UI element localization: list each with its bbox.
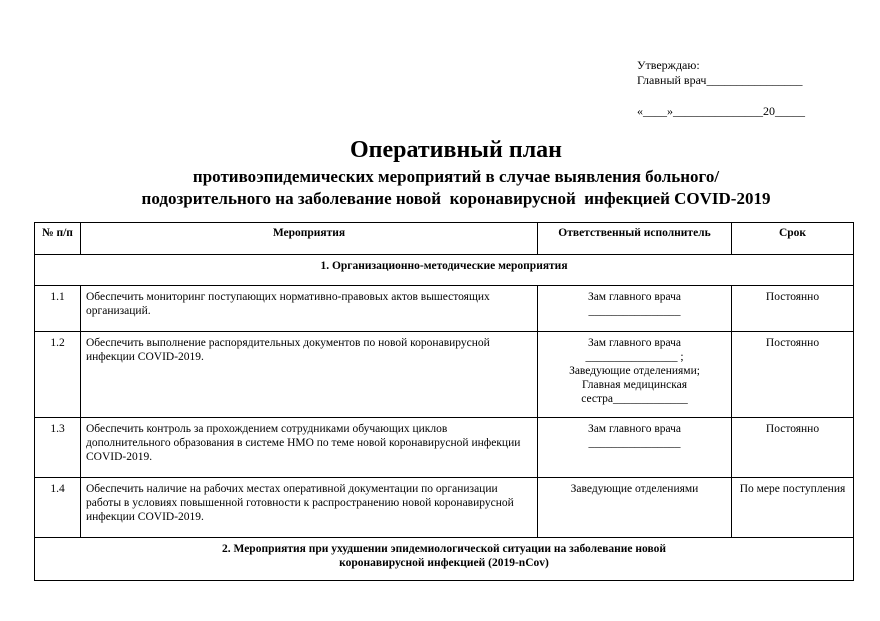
chief-doctor-signature-line: Главный врач________________ <box>637 73 803 87</box>
header-activity: Мероприятия <box>81 223 538 255</box>
table-row <box>35 286 854 332</box>
header-term: Срок <box>732 223 854 255</box>
document-subtitle <box>0 166 880 210</box>
header-num: № п/п <box>35 223 81 255</box>
subtitle-line-1: противоэпидемических мероприятий в случае выявления больного/ <box>192 167 720 186</box>
plan-table <box>34 222 854 581</box>
responsible-line: Зам главного врача <box>587 337 682 349</box>
section-2-line-2: коронавирусной инфекцией (2019-nCov) <box>339 557 549 569</box>
section-2-line-1: 2. Мероприятия при ухудшении эпидемиологической ситуации на заболевание новой <box>222 543 666 555</box>
row-num: 1.1 <box>35 286 81 332</box>
responsible-line: Заведующие отделениями <box>570 483 699 495</box>
row-activity: Обеспечить выполнение распорядительных документов по новой коронавирусной инфекции COVID-2019. <box>81 332 538 418</box>
responsible-line: Заведующие отделениями; <box>569 365 700 377</box>
row-num: 1.3 <box>35 418 81 478</box>
section-2-title <box>35 538 854 581</box>
row-term: Постоянно <box>732 286 854 332</box>
row-num: 1.2 <box>35 332 81 418</box>
row-responsible <box>538 478 732 538</box>
row-responsible <box>538 286 732 332</box>
row-responsible <box>538 418 732 478</box>
section-row-2 <box>35 538 854 581</box>
row-activity: Обеспечить контроль за прохождением сотрудниками обучающих циклов дополнительного образования в системе НМО по теме новой коронавирусной инфекции COVID-2019. <box>81 418 538 478</box>
responsible-line: Зам главного врача <box>587 423 682 435</box>
approval-date-line: «____»_______________20_____ <box>637 104 805 118</box>
section-row-1 <box>35 255 854 286</box>
header-responsible: Ответственный исполнитель <box>538 223 732 255</box>
row-responsible <box>538 332 732 418</box>
row-num: 1.4 <box>35 478 81 538</box>
row-term: Постоянно <box>732 332 854 418</box>
row-term: Постоянно <box>732 418 854 478</box>
document-title: Оперативный план <box>350 137 562 163</box>
row-activity: Обеспечить наличие на рабочих местах оперативной документации по организации работы в условиях повышенной готовности к распространению новой коронавирусной инфекции COVID-2019. <box>81 478 538 538</box>
row-term: По мере поступления <box>732 478 854 538</box>
responsible-line: Зам главного врача <box>587 291 682 303</box>
row-activity: Обеспечить мониторинг поступающих нормативно-правовых актов вышестоящих организаций. <box>81 286 538 332</box>
table-row <box>35 478 854 538</box>
responsible-line: сестра_____________ <box>581 393 688 405</box>
approval-label: Утверждаю: <box>637 58 700 72</box>
table-header-row <box>35 223 854 255</box>
responsible-line: ________________ <box>588 437 681 449</box>
responsible-line: ________________ ; <box>585 351 684 363</box>
responsible-line: ________________ <box>588 305 681 317</box>
section-1-title: 1. Организационно-методические мероприятия <box>35 255 854 286</box>
responsible-line: Главная медицинская <box>581 379 688 391</box>
table-row <box>35 332 854 418</box>
table-row <box>35 418 854 478</box>
subtitle-line-2: подозрительного на заболевание новой коронавирусной инфекцией COVID-2019 <box>141 189 771 208</box>
approval-block <box>637 58 805 119</box>
